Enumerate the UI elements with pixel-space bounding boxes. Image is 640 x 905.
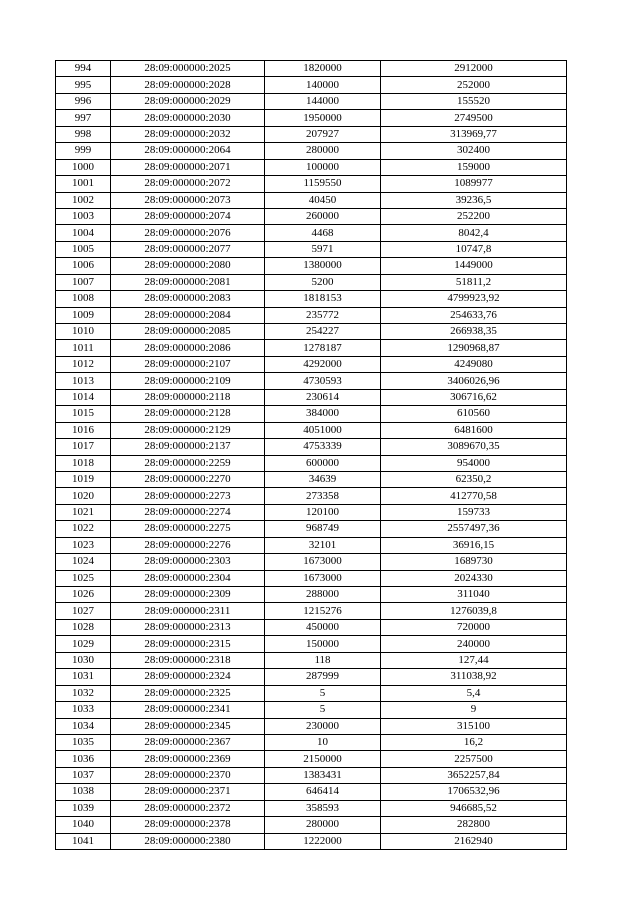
row-number-cell: 998 [56, 126, 111, 142]
row-number-cell: 1026 [56, 587, 111, 603]
cadastral-number-cell: 28:09:000000:2367 [111, 734, 265, 750]
table-row [56, 554, 567, 570]
value-b-cell: 2257500 [381, 751, 567, 767]
value-a-cell: 235772 [265, 307, 381, 323]
row-number-cell: 1034 [56, 718, 111, 734]
value-b-cell: 2024330 [381, 570, 567, 586]
value-b-cell: 254633,76 [381, 307, 567, 323]
table-row [56, 784, 567, 800]
row-number-cell: 1007 [56, 274, 111, 290]
table-row [56, 241, 567, 257]
row-number-cell: 1035 [56, 734, 111, 750]
row-number-cell: 1024 [56, 554, 111, 570]
row-number-cell: 1014 [56, 389, 111, 405]
cadastral-number-cell: 28:09:000000:2345 [111, 718, 265, 734]
row-number-cell: 1040 [56, 817, 111, 833]
value-b-cell: 946685,52 [381, 800, 567, 816]
value-b-cell: 1449000 [381, 258, 567, 274]
row-number-cell: 1005 [56, 241, 111, 257]
value-b-cell: 62350,2 [381, 471, 567, 487]
value-a-cell: 4730593 [265, 373, 381, 389]
cadastral-number-cell: 28:09:000000:2128 [111, 406, 265, 422]
value-b-cell: 313969,77 [381, 126, 567, 142]
value-a-cell: 1950000 [265, 110, 381, 126]
table-row [56, 143, 567, 159]
row-number-cell: 1018 [56, 455, 111, 471]
row-number-cell: 1031 [56, 669, 111, 685]
value-b-cell: 302400 [381, 143, 567, 159]
value-b-cell: 36916,15 [381, 537, 567, 553]
row-number-cell: 1004 [56, 225, 111, 241]
cadastral-number-cell: 28:09:000000:2137 [111, 439, 265, 455]
table-row [56, 110, 567, 126]
cadastral-number-cell: 28:09:000000:2118 [111, 389, 265, 405]
value-a-cell: 287999 [265, 669, 381, 685]
value-a-cell: 32101 [265, 537, 381, 553]
cadastral-number-cell: 28:09:000000:2032 [111, 126, 265, 142]
table-row [56, 685, 567, 701]
table-row [56, 77, 567, 93]
cadastral-number-cell: 28:09:000000:2325 [111, 685, 265, 701]
value-a-cell: 1380000 [265, 258, 381, 274]
cadastral-number-cell: 28:09:000000:2372 [111, 800, 265, 816]
row-number-cell: 1020 [56, 488, 111, 504]
cadastral-number-cell: 28:09:000000:2080 [111, 258, 265, 274]
value-a-cell: 1383431 [265, 767, 381, 783]
table-row [56, 636, 567, 652]
row-number-cell: 1028 [56, 619, 111, 635]
cadastral-number-cell: 28:09:000000:2029 [111, 93, 265, 109]
value-b-cell: 39236,5 [381, 192, 567, 208]
table-body [56, 61, 567, 850]
value-a-cell: 5 [265, 685, 381, 701]
table-row [56, 208, 567, 224]
value-a-cell: 140000 [265, 77, 381, 93]
value-a-cell: 384000 [265, 406, 381, 422]
table-row [56, 340, 567, 356]
cadastral-number-cell: 28:09:000000:2028 [111, 77, 265, 93]
value-a-cell: 5 [265, 702, 381, 718]
row-number-cell: 1019 [56, 471, 111, 487]
row-number-cell: 1029 [56, 636, 111, 652]
value-a-cell: 4468 [265, 225, 381, 241]
row-number-cell: 1008 [56, 291, 111, 307]
cadastral-number-cell: 28:09:000000:2072 [111, 176, 265, 192]
value-a-cell: 1818153 [265, 291, 381, 307]
value-a-cell: 230000 [265, 718, 381, 734]
value-a-cell: 646414 [265, 784, 381, 800]
value-a-cell: 968749 [265, 521, 381, 537]
table-row [56, 61, 567, 77]
value-b-cell: 252200 [381, 208, 567, 224]
cadastral-number-cell: 28:09:000000:2309 [111, 587, 265, 603]
table-row [56, 587, 567, 603]
value-b-cell: 8042,4 [381, 225, 567, 241]
row-number-cell: 1041 [56, 833, 111, 849]
value-b-cell: 4799923,92 [381, 291, 567, 307]
table-row [56, 521, 567, 537]
table-row [56, 192, 567, 208]
cadastral-number-cell: 28:09:000000:2371 [111, 784, 265, 800]
value-b-cell: 5,4 [381, 685, 567, 701]
table-row [56, 767, 567, 783]
row-number-cell: 1010 [56, 324, 111, 340]
value-b-cell: 311038,92 [381, 669, 567, 685]
value-b-cell: 2162940 [381, 833, 567, 849]
value-a-cell: 1278187 [265, 340, 381, 356]
cadastral-number-cell: 28:09:000000:2324 [111, 669, 265, 685]
cadastral-number-cell: 28:09:000000:2378 [111, 817, 265, 833]
cadastral-number-cell: 28:09:000000:2107 [111, 356, 265, 372]
cadastral-number-cell: 28:09:000000:2073 [111, 192, 265, 208]
table-row [56, 734, 567, 750]
cadastral-number-cell: 28:09:000000:2030 [111, 110, 265, 126]
value-a-cell: 260000 [265, 208, 381, 224]
cadastral-value-table [55, 60, 567, 850]
value-b-cell: 306716,62 [381, 389, 567, 405]
row-number-cell: 1003 [56, 208, 111, 224]
row-number-cell: 1023 [56, 537, 111, 553]
value-a-cell: 1215276 [265, 603, 381, 619]
cadastral-number-cell: 28:09:000000:2084 [111, 307, 265, 323]
value-b-cell: 51811,2 [381, 274, 567, 290]
cadastral-number-cell: 28:09:000000:2270 [111, 471, 265, 487]
cadastral-number-cell: 28:09:000000:2081 [111, 274, 265, 290]
value-a-cell: 1159550 [265, 176, 381, 192]
cadastral-number-cell: 28:09:000000:2304 [111, 570, 265, 586]
row-number-cell: 1015 [56, 406, 111, 422]
value-b-cell: 610560 [381, 406, 567, 422]
table-row [56, 817, 567, 833]
table-row [56, 291, 567, 307]
value-a-cell: 34639 [265, 471, 381, 487]
value-a-cell: 207927 [265, 126, 381, 142]
row-number-cell: 1022 [56, 521, 111, 537]
value-b-cell: 311040 [381, 587, 567, 603]
table-row [56, 652, 567, 668]
row-number-cell: 1030 [56, 652, 111, 668]
row-number-cell: 1038 [56, 784, 111, 800]
row-number-cell: 1017 [56, 439, 111, 455]
value-a-cell: 40450 [265, 192, 381, 208]
value-a-cell: 1673000 [265, 570, 381, 586]
table-row [56, 373, 567, 389]
cadastral-number-cell: 28:09:000000:2083 [111, 291, 265, 307]
value-a-cell: 1222000 [265, 833, 381, 849]
value-b-cell: 2912000 [381, 61, 567, 77]
table-row [56, 225, 567, 241]
table-row [56, 669, 567, 685]
table-row [56, 751, 567, 767]
value-b-cell: 252000 [381, 77, 567, 93]
table-row [56, 176, 567, 192]
table-row [56, 159, 567, 175]
table-row [56, 406, 567, 422]
value-a-cell: 254227 [265, 324, 381, 340]
row-number-cell: 1027 [56, 603, 111, 619]
cadastral-number-cell: 28:09:000000:2303 [111, 554, 265, 570]
value-b-cell: 1089977 [381, 176, 567, 192]
table-row [56, 800, 567, 816]
table-row [56, 93, 567, 109]
value-b-cell: 127,44 [381, 652, 567, 668]
value-b-cell: 282800 [381, 817, 567, 833]
value-a-cell: 150000 [265, 636, 381, 652]
value-b-cell: 4249080 [381, 356, 567, 372]
value-b-cell: 315100 [381, 718, 567, 734]
value-a-cell: 10 [265, 734, 381, 750]
table-row [56, 389, 567, 405]
cadastral-number-cell: 28:09:000000:2311 [111, 603, 265, 619]
value-b-cell: 155520 [381, 93, 567, 109]
value-b-cell: 1276039,8 [381, 603, 567, 619]
row-number-cell: 1016 [56, 422, 111, 438]
value-b-cell: 9 [381, 702, 567, 718]
cadastral-number-cell: 28:09:000000:2129 [111, 422, 265, 438]
value-a-cell: 288000 [265, 587, 381, 603]
row-number-cell: 1002 [56, 192, 111, 208]
value-b-cell: 266938,35 [381, 324, 567, 340]
row-number-cell: 1025 [56, 570, 111, 586]
value-b-cell: 3406026,96 [381, 373, 567, 389]
value-a-cell: 100000 [265, 159, 381, 175]
cadastral-number-cell: 28:09:000000:2313 [111, 619, 265, 635]
value-a-cell: 450000 [265, 619, 381, 635]
cadastral-number-cell: 28:09:000000:2259 [111, 455, 265, 471]
value-a-cell: 600000 [265, 455, 381, 471]
value-b-cell: 240000 [381, 636, 567, 652]
row-number-cell: 1000 [56, 159, 111, 175]
table-row [56, 307, 567, 323]
row-number-cell: 1013 [56, 373, 111, 389]
table-row [56, 356, 567, 372]
value-a-cell: 358593 [265, 800, 381, 816]
value-b-cell: 1689730 [381, 554, 567, 570]
value-a-cell: 4051000 [265, 422, 381, 438]
value-b-cell: 10747,8 [381, 241, 567, 257]
table-row [56, 718, 567, 734]
table-row [56, 258, 567, 274]
table-row [56, 619, 567, 635]
cadastral-number-cell: 28:09:000000:2380 [111, 833, 265, 849]
value-a-cell: 4753339 [265, 439, 381, 455]
value-b-cell: 412770,58 [381, 488, 567, 504]
cadastral-number-cell: 28:09:000000:2109 [111, 373, 265, 389]
cadastral-number-cell: 28:09:000000:2273 [111, 488, 265, 504]
value-b-cell: 2749500 [381, 110, 567, 126]
cadastral-number-cell: 28:09:000000:2318 [111, 652, 265, 668]
cadastral-number-cell: 28:09:000000:2077 [111, 241, 265, 257]
cadastral-number-cell: 28:09:000000:2369 [111, 751, 265, 767]
cadastral-number-cell: 28:09:000000:2086 [111, 340, 265, 356]
cadastral-number-cell: 28:09:000000:2085 [111, 324, 265, 340]
table-row [56, 702, 567, 718]
value-b-cell: 6481600 [381, 422, 567, 438]
row-number-cell: 997 [56, 110, 111, 126]
row-number-cell: 1011 [56, 340, 111, 356]
cadastral-number-cell: 28:09:000000:2064 [111, 143, 265, 159]
row-number-cell: 1001 [56, 176, 111, 192]
row-number-cell: 1006 [56, 258, 111, 274]
cadastral-number-cell: 28:09:000000:2074 [111, 208, 265, 224]
row-number-cell: 1037 [56, 767, 111, 783]
row-number-cell: 1009 [56, 307, 111, 323]
row-number-cell: 1039 [56, 800, 111, 816]
value-b-cell: 159733 [381, 504, 567, 520]
table-row [56, 504, 567, 520]
value-b-cell: 3652257,84 [381, 767, 567, 783]
row-number-cell: 994 [56, 61, 111, 77]
cadastral-number-cell: 28:09:000000:2274 [111, 504, 265, 520]
cadastral-number-cell: 28:09:000000:2275 [111, 521, 265, 537]
row-number-cell: 996 [56, 93, 111, 109]
table-row [56, 324, 567, 340]
value-b-cell: 16,2 [381, 734, 567, 750]
value-b-cell: 954000 [381, 455, 567, 471]
cadastral-number-cell: 28:09:000000:2076 [111, 225, 265, 241]
value-a-cell: 1673000 [265, 554, 381, 570]
cadastral-number-cell: 28:09:000000:2341 [111, 702, 265, 718]
value-b-cell: 1706532,96 [381, 784, 567, 800]
value-a-cell: 120100 [265, 504, 381, 520]
table-row [56, 833, 567, 849]
value-b-cell: 159000 [381, 159, 567, 175]
value-b-cell: 3089670,35 [381, 439, 567, 455]
value-a-cell: 5200 [265, 274, 381, 290]
value-b-cell: 1290968,87 [381, 340, 567, 356]
value-a-cell: 118 [265, 652, 381, 668]
table-row [56, 126, 567, 142]
table-row [56, 488, 567, 504]
value-a-cell: 280000 [265, 143, 381, 159]
value-a-cell: 280000 [265, 817, 381, 833]
row-number-cell: 1032 [56, 685, 111, 701]
value-b-cell: 720000 [381, 619, 567, 635]
value-a-cell: 2150000 [265, 751, 381, 767]
value-a-cell: 144000 [265, 93, 381, 109]
table-row [56, 455, 567, 471]
row-number-cell: 999 [56, 143, 111, 159]
value-a-cell: 230614 [265, 389, 381, 405]
cadastral-number-cell: 28:09:000000:2071 [111, 159, 265, 175]
row-number-cell: 1033 [56, 702, 111, 718]
value-a-cell: 273358 [265, 488, 381, 504]
row-number-cell: 1012 [56, 356, 111, 372]
cadastral-number-cell: 28:09:000000:2370 [111, 767, 265, 783]
row-number-cell: 1021 [56, 504, 111, 520]
cadastral-number-cell: 28:09:000000:2315 [111, 636, 265, 652]
row-number-cell: 1036 [56, 751, 111, 767]
value-b-cell: 2557497,36 [381, 521, 567, 537]
row-number-cell: 995 [56, 77, 111, 93]
table-row [56, 537, 567, 553]
table-row [56, 471, 567, 487]
cadastral-number-cell: 28:09:000000:2276 [111, 537, 265, 553]
cadastral-number-cell: 28:09:000000:2025 [111, 61, 265, 77]
value-a-cell: 5971 [265, 241, 381, 257]
table-row [56, 439, 567, 455]
table-row [56, 570, 567, 586]
value-a-cell: 4292000 [265, 356, 381, 372]
table-row [56, 422, 567, 438]
table-row [56, 274, 567, 290]
table-row [56, 603, 567, 619]
value-a-cell: 1820000 [265, 61, 381, 77]
